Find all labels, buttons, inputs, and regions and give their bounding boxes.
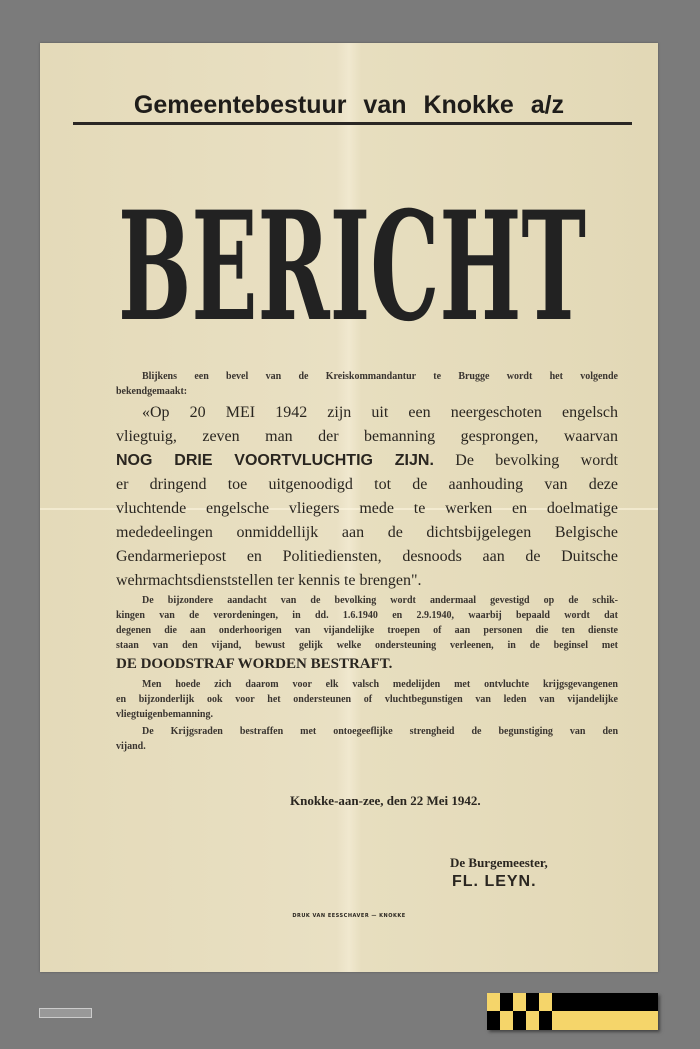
place-date: Knokke-aan-zee, den 22 Mei 1942. — [290, 793, 481, 808]
archive-label — [39, 1008, 92, 1018]
text-line — [116, 449, 618, 473]
municipality-header: Gemeentebestuur van Knokke a/z — [133, 91, 565, 119]
signatory-role: De Burgemeester, — [450, 855, 548, 870]
regulations-paragraph — [116, 593, 618, 675]
text-line: vluchtende engelsche vliegers mede te werken en doelmatige — [116, 500, 618, 517]
text-line: bekendgemaakt: — [116, 386, 188, 397]
warning-paragraph — [116, 677, 618, 722]
intro-paragraph — [116, 369, 618, 399]
text-line: en bijzonderlijk ook voor het ondersteunen of vluchtbegunstigen van leden van vijandelijke — [116, 694, 618, 705]
fugitives-emphasis: NOG DRIE VOORTVLUCHTIG ZIJN. — [116, 452, 434, 469]
text-line: «Op 20 MEI 1942 zijn uit een neergeschoten engelsch — [142, 404, 618, 421]
color-calibration-chart — [487, 993, 658, 1030]
court-paragraph — [116, 724, 618, 754]
text-line: Gendarmeriepost en Politiediensten, desnoods aan de Duitsche — [116, 548, 618, 565]
text-line: vliegtuig, zeven man der bemanning gesprongen, waarvan — [116, 428, 618, 445]
text-line: De Krijgsraden bestraffen met ontoegeeflijke strengheid de begunstiging van den — [142, 726, 618, 737]
text-line: vliegtuigenbemanning. — [116, 709, 213, 720]
text-line: kingen van de verordeningen, in dd. 1.6.1940 en 2.9.1940, waarbij bepaald wordt dat — [116, 610, 618, 621]
printer-imprint: DRUK VAN EESSCHAVER — KNOKKE — [292, 913, 406, 919]
text-line: mededeelingen onmiddellijk aan de dichtsbijgelegen Belgische — [116, 524, 618, 541]
text-line: staan van den vijand, bewust gelijk welke ondersteuning verleenen, in de beginsel met — [116, 640, 618, 651]
text-line: wehrmachtsdienststellen ter kennis te brengen". — [116, 572, 422, 589]
signatory-name: FL. LEYN. — [452, 873, 537, 890]
quote-paragraph — [116, 401, 618, 593]
text-line: Men hoede zich daarom voor elk valsch medelijden met ontvluchte krijgsgevangenen — [142, 679, 618, 690]
death-penalty-notice: DE DOODSTRAF WORDEN BESTRAFT. — [116, 656, 393, 672]
text-line: degenen die aan onderhoorigen van vijandelijke troepen of aan personen die ten dienste — [116, 625, 618, 636]
text-line: er dringend toe uitgenoodigd tot de aanhouding van deze — [116, 476, 618, 493]
text-line: vijand. — [116, 741, 146, 752]
poster-title-text: BERICHT — [118, 181, 586, 331]
header-rule — [73, 122, 632, 125]
poster-title — [118, 181, 586, 331]
poster — [40, 43, 658, 972]
text-span: De bevolking wordt — [433, 452, 618, 469]
text-line: De bijzondere aandacht van de bevolking wordt andermaal gevestigd op de schik- — [142, 595, 618, 606]
text-line: Blijkens een bevel van de Kreiskommandantur te Brugge wordt het volgende — [142, 371, 618, 382]
